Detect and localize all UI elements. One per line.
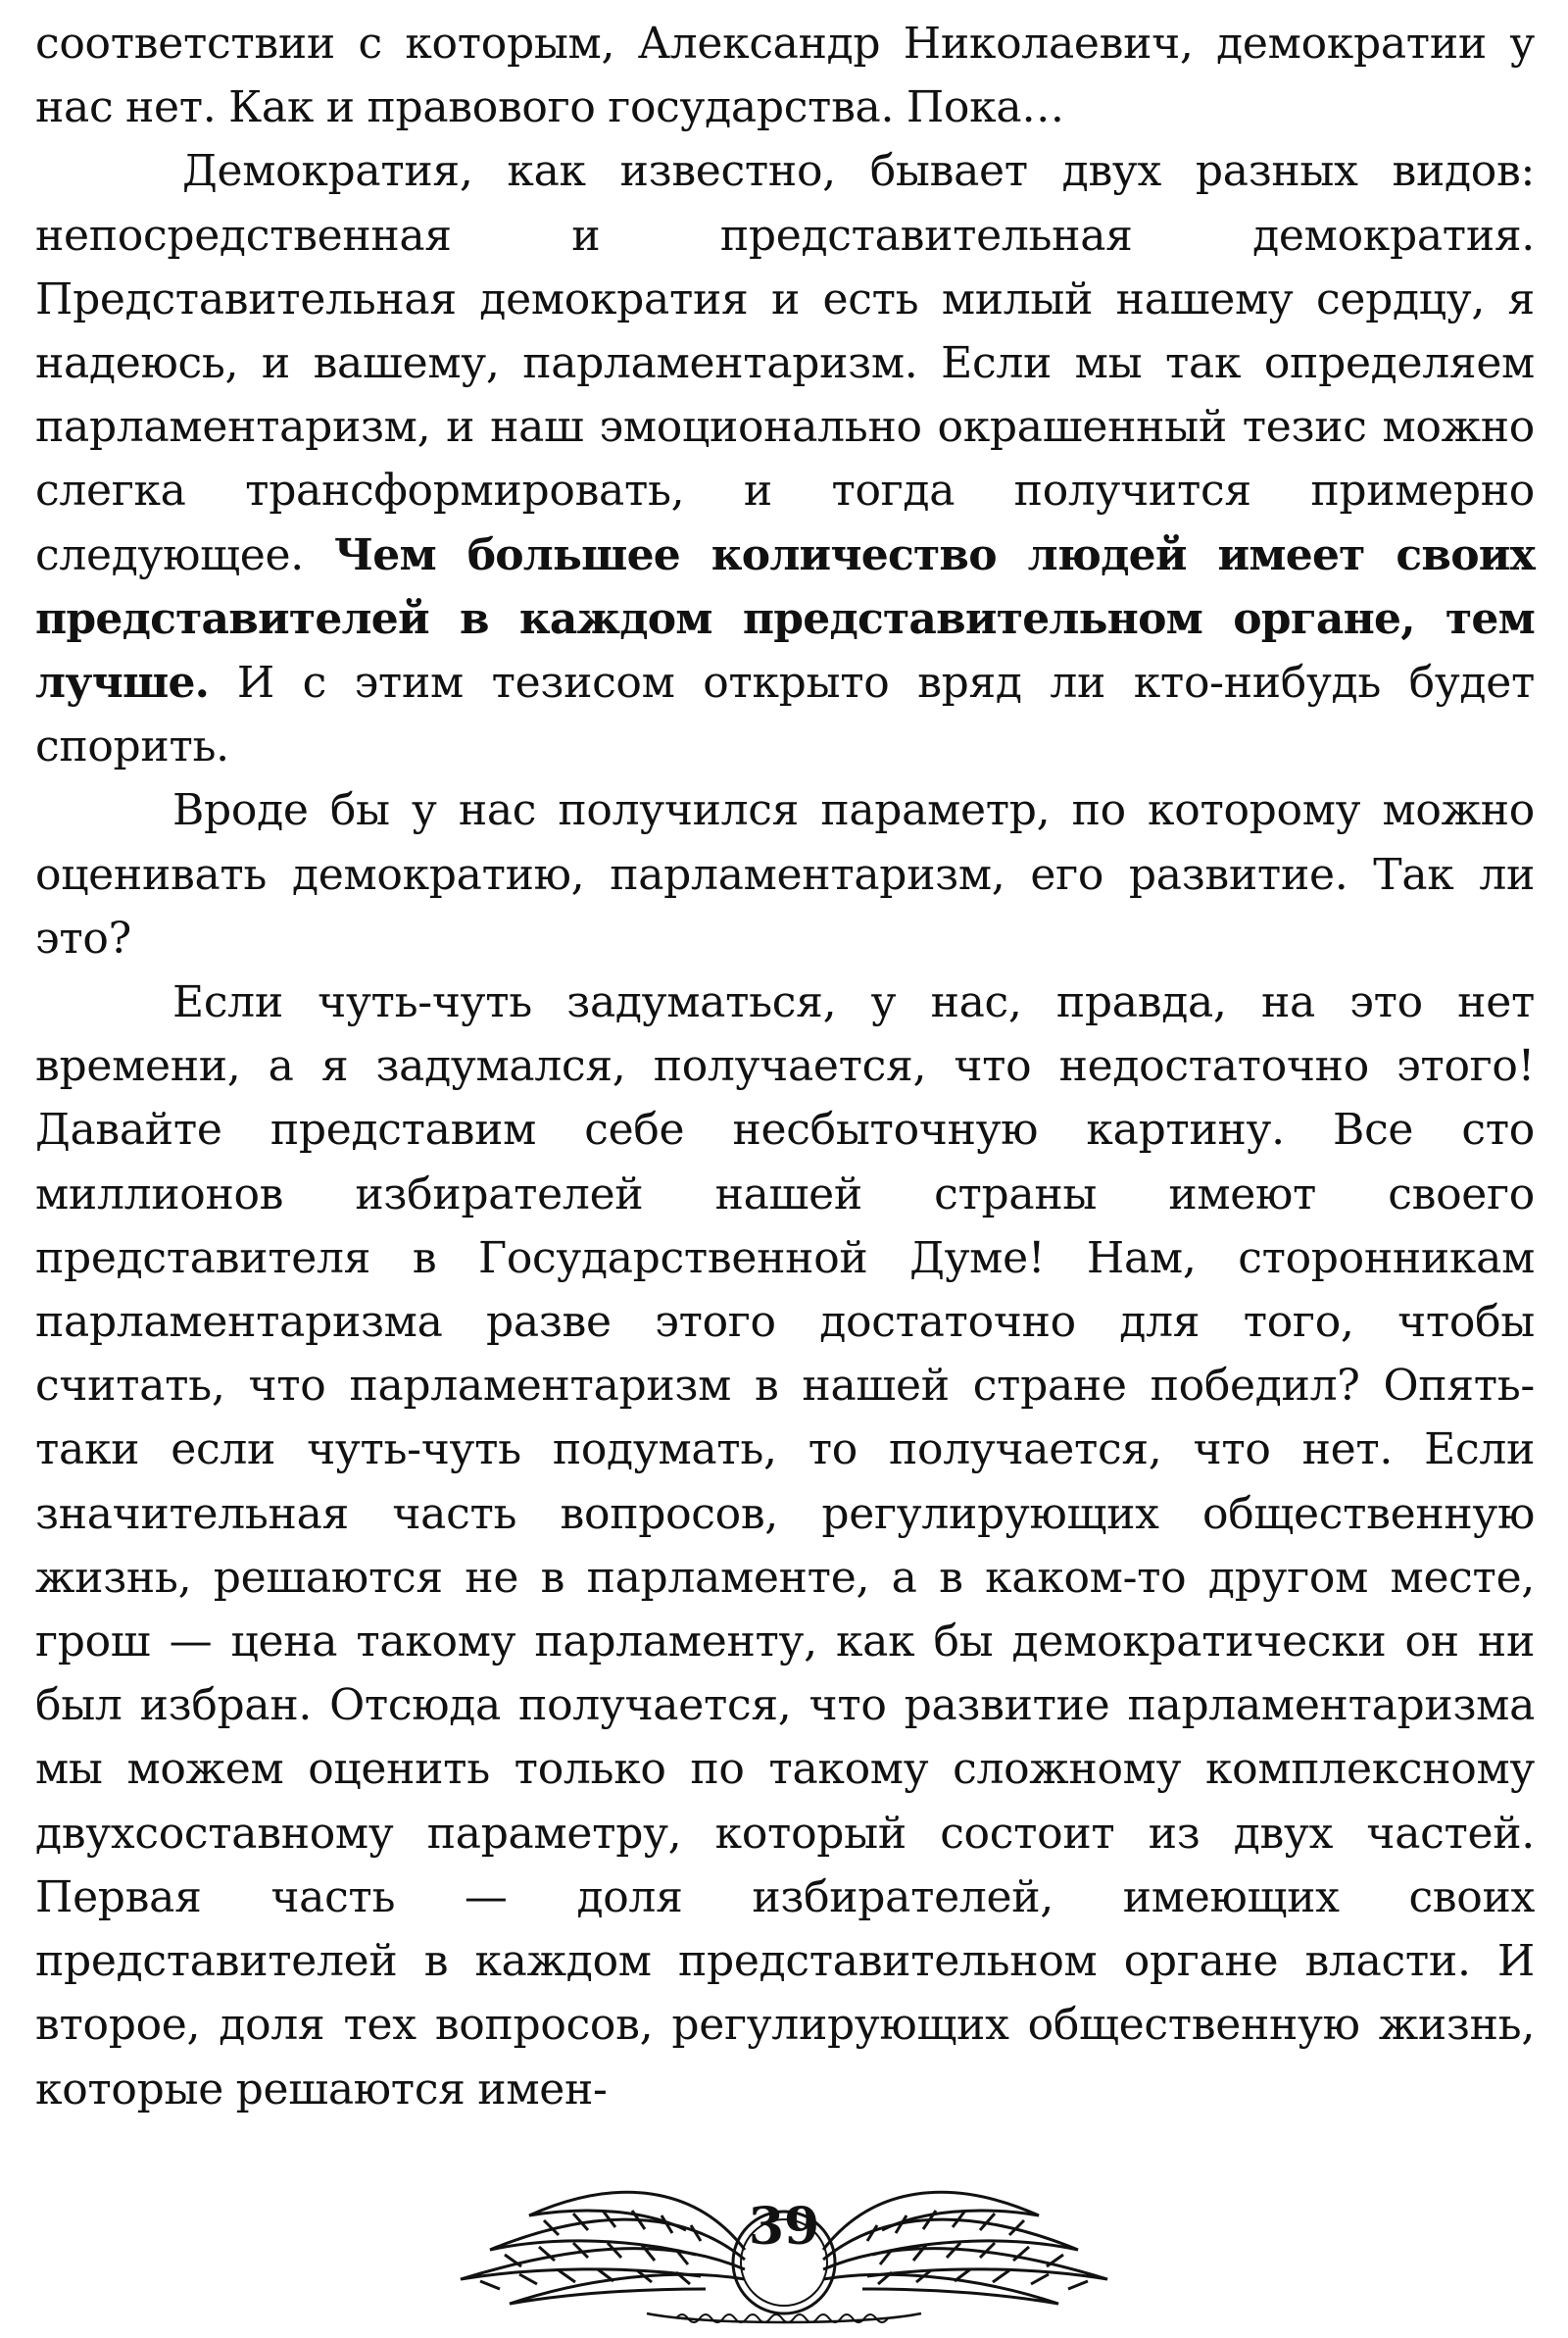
page-number-ornament (451, 2157, 1117, 2328)
paragraph-2-text-before: Демократия, как известно, бывает двух разных видов: непосредственная и представительная демократия. Представительная демократия и есть милый нашему сердцу, я надеюсь, и вашему, парламентаризм. Если мы так определяем парламентаризм, и наш эмоционально окрашенный тезис можно слегка трансформировать, и тогда получится примерно следующее. (35, 146, 1535, 580)
paragraph-4: Если чуть-чуть задуматься, у нас, правда, на это нет времени, а я задумался, получается, что недостаточно этого! Давайте представим себе несбыточную картину. Все сто миллионов избирателей нашей страны имеют своего представителя в Государственной Думе! Нам, сторонникам парламентаризма разве этого достаточно для того, чтобы считать, что парламентаризм в нашей стране победил? Опять-таки если чуть-чуть подумать, то получается, что нет. Если значительная часть вопросов, регулирующих общественную жизнь, решаются не в парламенте, а в каком-то другом месте, грош — цена такому парламенту, как бы демократически он ни был избран. Отсюда получается, что развитие парламентаризма мы можем оценить только по такому сложному комплексному двухсоставному параметру, который состоит из двух частей. Первая часть — доля избирателей, имеющих своих представителей в каждом представительном органе власти. И второе, доля тех вопросов, регулирующих общественную жизнь, которые решаются имен- (35, 977, 1535, 2114)
paragraph-2-bold-thesis: Чем большее количество людей имеет своих представителей в каждом представительном органе, тем лучше. (35, 529, 1536, 709)
paragraph-2-text-after: И с этим тезисом открыто вряд ли кто-нибудь будет спорить. (35, 658, 1535, 772)
paragraph-3: Вроде бы у нас получился параметр, по которому можно оценивать демократию, парламентаризм, его развитие. Так ли это? (35, 785, 1535, 964)
page-body (35, 12, 1535, 2121)
page-number: 39 (748, 2197, 820, 2257)
paragraph-2 (35, 139, 1535, 778)
paragraph-1: соответствии с которым, Александр Николаевич, демократии у нас нет. Как и правового государства. Пока… (35, 19, 1535, 133)
